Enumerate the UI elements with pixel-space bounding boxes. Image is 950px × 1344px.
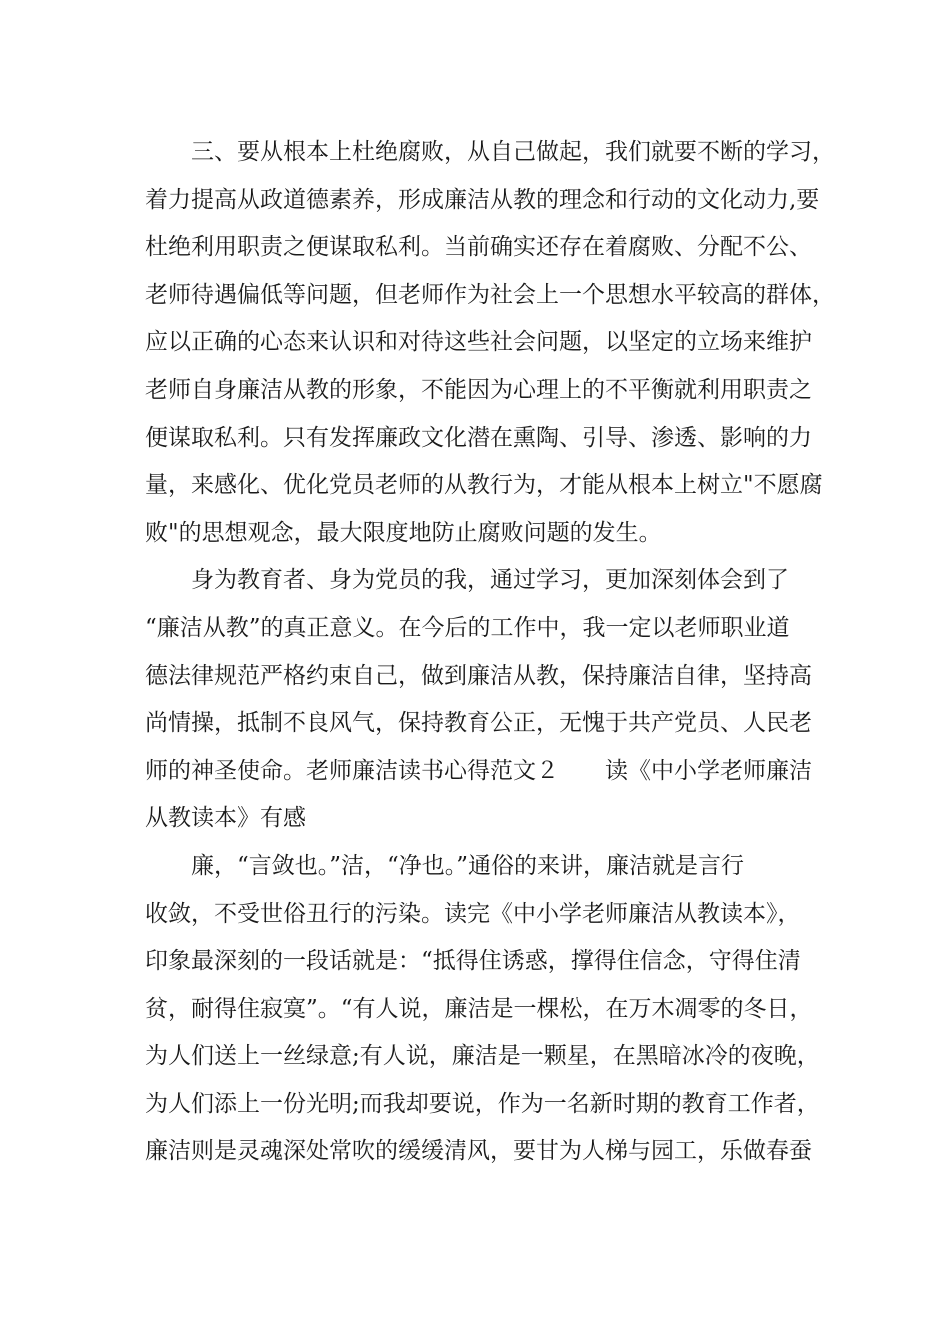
text-line: 应以正确的心态来认识和对待这些社会问题，以坚定的立场来维护 [145, 329, 812, 356]
text-line: 廉，“言敛也。”洁，“净也。”通俗的来讲，廉洁就是言行 [191, 852, 745, 879]
text-line: 三、要从根本上杜绝腐败，从自己做起，我们就要不断的学习， [191, 139, 835, 165]
text-line: 师的神圣使命。老师廉洁读书心得范文２ 读《中小学老师廉洁 [145, 757, 812, 784]
body-text [145, 129, 835, 1176]
text-line: 从教读本》有感 [145, 805, 306, 832]
text-line: 收敛，不受世俗丑行的污染。读完《中小学老师廉洁从教读本》， [145, 900, 801, 927]
text-line: 印象最深刻的一段话就是：“抵得住诱惑，撑得住信念，守得住清 [145, 948, 801, 975]
text-line: 贫，耐得住寂寞”。“有人说，廉洁是一棵松，在万木凋零的冬日， [145, 995, 813, 1022]
text-line: 尚情操，抵制不良风气，保持教育公正，无愧于共产党员、人民老 [145, 710, 812, 737]
text-line: 廉洁则是灵魂深处常吹的缓缓清风，要甘为人梯与园工，乐做春蚕 [145, 1138, 812, 1165]
text-line: 为人们送上一丝绿意;有人说，廉洁是一颗星，在黑暗冰冷的夜晚， [145, 1043, 820, 1070]
text-line: 杜绝利用职责之便谋取私利。当前确实还存在着腐败、分配不公、 [145, 234, 812, 261]
text-line: 德法律规范严格约束自己，做到廉洁从教，保持廉洁自律，坚持高 [145, 662, 812, 689]
text-line: 老师自身廉洁从教的形象，不能因为心理上的不平衡就利用职责之 [145, 376, 812, 403]
text-line: 身为教育者、身为党员的我，通过学习，更加深刻体会到了 [191, 567, 789, 594]
text-line: 着力提高从政道德素养，形成廉洁从教的理念和行动的文化动力,要 [145, 186, 820, 213]
text-line: 老师待遇偏低等问题，但老师作为社会上一个思想水平较高的群体， [145, 281, 835, 308]
text-line: 为人们添上一份光明;而我却要说，作为一名新时期的教育工作者， [145, 1090, 820, 1117]
text-line: “廉洁从教”的真正意义。在今后的工作中，我一定以老师职业道 [145, 614, 790, 641]
text-line: 败"的思想观念，最大限度地防止腐败问题的发生。 [145, 519, 662, 546]
text-line: 便谋取私利。只有发挥廉政文化潜在熏陶、引导、渗透、影响的力 [145, 424, 812, 451]
text-line: 量，来感化、优化党员老师的从教行为，才能从根本上树立"不愿腐 [145, 472, 823, 499]
